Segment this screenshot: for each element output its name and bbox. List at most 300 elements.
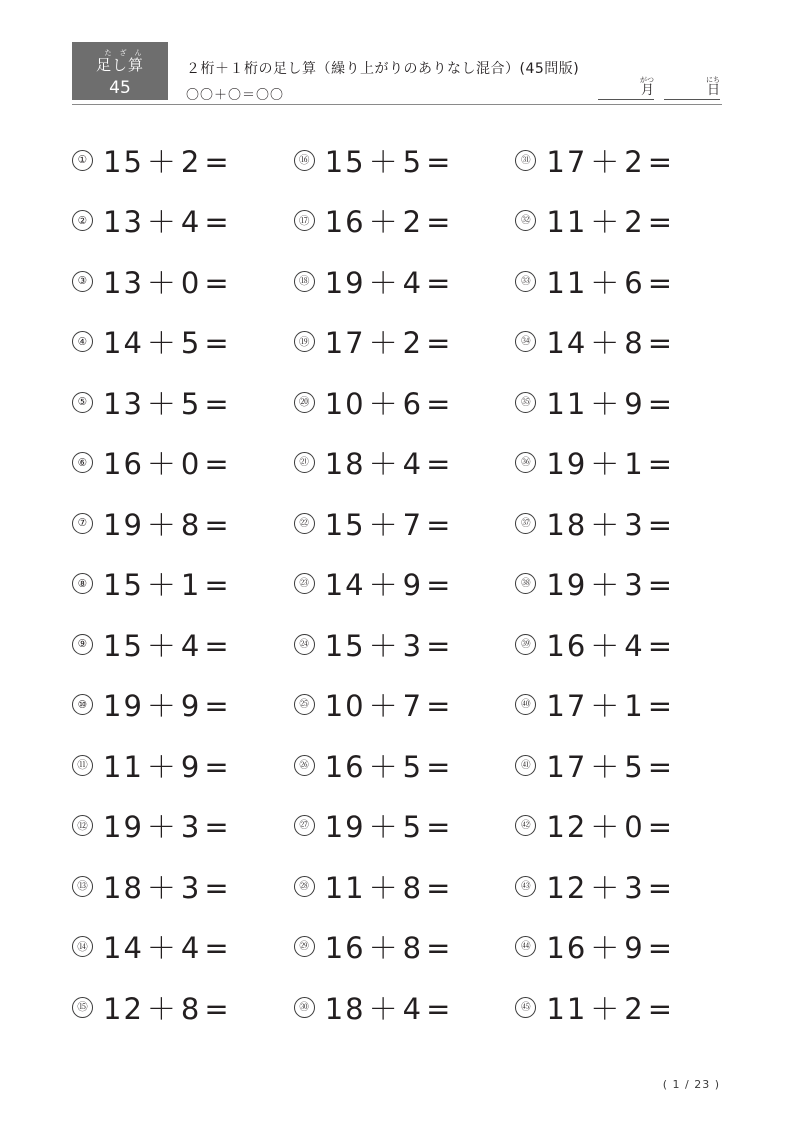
problem-item	[515, 312, 737, 373]
equals-icon: =	[647, 749, 675, 784]
operand-b: 3	[624, 568, 645, 603]
badge-number: 45	[109, 78, 131, 98]
plus-icon: ＋	[590, 749, 622, 784]
operand-a: 10	[324, 386, 366, 421]
plus-icon: ＋	[590, 386, 622, 421]
plus-icon: ＋	[368, 568, 400, 603]
equals-icon: =	[204, 205, 231, 240]
operand-b: 9	[180, 749, 202, 784]
answer-blank[interactable]	[234, 202, 294, 232]
problem-expression	[103, 805, 294, 846]
equals-icon: =	[647, 265, 675, 300]
operand-b: 3	[624, 870, 645, 905]
plus-icon: ＋	[146, 144, 178, 179]
problem-number: ⑰	[294, 210, 315, 231]
problem-number: ②	[72, 210, 93, 231]
day-label: 日	[706, 83, 720, 98]
operand-b: 4	[402, 447, 424, 482]
equals-icon: =	[204, 628, 231, 663]
month-label: 月	[640, 83, 654, 98]
problem-item	[515, 130, 737, 191]
problem-number: ㉖	[294, 755, 315, 776]
header-divider	[72, 104, 722, 105]
equals-icon: =	[647, 991, 675, 1026]
problem-number: ⑪	[72, 755, 93, 776]
problem-item	[515, 554, 737, 615]
problem-expression	[103, 382, 294, 423]
plus-icon: ＋	[368, 628, 400, 663]
problem-item	[72, 856, 294, 917]
problem-item	[294, 433, 516, 494]
problem-item	[72, 614, 294, 675]
problem-expression	[546, 321, 737, 362]
problem-expression	[546, 442, 737, 483]
problem-item	[294, 554, 516, 615]
problem-expression	[103, 926, 294, 967]
operand-a: 19	[103, 689, 144, 724]
problem-number: ⑱	[294, 271, 315, 292]
plus-icon: ＋	[590, 689, 622, 724]
equals-icon: =	[426, 810, 453, 845]
operand-a: 11	[546, 386, 588, 421]
equals-icon: =	[647, 689, 675, 724]
equals-icon: =	[204, 447, 231, 482]
problem-item	[294, 372, 516, 433]
equals-icon: =	[426, 931, 453, 966]
problem-expression	[325, 563, 516, 604]
problem-expression	[103, 745, 294, 786]
operand-a: 12	[546, 870, 588, 905]
answer-blank[interactable]	[455, 505, 515, 535]
problem-number: ⑫	[72, 815, 93, 836]
problem-expression	[325, 442, 516, 483]
answer-blank[interactable]	[455, 989, 515, 1019]
equals-icon: =	[647, 870, 675, 905]
answer-blank[interactable]	[677, 565, 737, 595]
plus-icon: ＋	[590, 144, 622, 179]
operand-a: 15	[103, 568, 144, 603]
operand-b: 5	[180, 386, 202, 421]
answer-blank[interactable]	[234, 323, 294, 353]
equals-icon: =	[204, 265, 231, 300]
answer-blank[interactable]	[234, 142, 294, 172]
problem-number: ⑤	[72, 392, 93, 413]
equals-icon: =	[426, 991, 453, 1026]
operand-a: 15	[324, 628, 366, 663]
operand-b: 9	[624, 386, 645, 421]
equals-icon: =	[204, 568, 231, 603]
operand-a: 14	[324, 568, 366, 603]
equals-icon: =	[204, 810, 231, 845]
equals-icon: =	[647, 628, 675, 663]
answer-blank[interactable]	[234, 868, 294, 898]
answer-blank[interactable]	[677, 505, 737, 535]
problem-item	[72, 493, 294, 554]
problem-number: ⑭	[72, 936, 93, 957]
operand-b: 7	[402, 507, 424, 542]
problem-item	[515, 917, 737, 978]
plus-icon: ＋	[368, 810, 400, 845]
problem-expression	[325, 261, 516, 302]
equals-icon: =	[426, 870, 453, 905]
answer-blank[interactable]	[455, 747, 515, 777]
answer-blank[interactable]	[234, 384, 294, 414]
equals-icon: =	[426, 689, 453, 724]
operand-b: 4	[624, 628, 645, 663]
plus-icon: ＋	[590, 628, 622, 663]
problem-item	[72, 917, 294, 978]
plus-icon: ＋	[368, 447, 400, 482]
operand-a: 19	[103, 810, 144, 845]
problem-expression	[546, 745, 737, 786]
operand-b: 1	[624, 689, 645, 724]
operand-a: 11	[546, 205, 588, 240]
plus-icon: ＋	[368, 689, 400, 724]
worksheet-header	[72, 42, 722, 104]
answer-blank[interactable]	[455, 686, 515, 716]
problem-number: ㉞	[515, 331, 536, 352]
answer-blank[interactable]	[234, 747, 294, 777]
answer-blank[interactable]	[677, 868, 737, 898]
answer-blank[interactable]	[234, 565, 294, 595]
plus-icon: ＋	[368, 144, 400, 179]
problem-number: ㉘	[294, 876, 315, 897]
answer-blank[interactable]	[455, 868, 515, 898]
problem-number: ㊳	[515, 573, 536, 594]
plus-icon: ＋	[368, 205, 400, 240]
operand-b: 5	[180, 326, 202, 361]
operand-b: 0	[180, 447, 202, 482]
problem-item	[294, 191, 516, 252]
operand-b: 4	[402, 991, 424, 1026]
problem-expression	[103, 261, 294, 302]
problem-expression	[325, 987, 516, 1028]
answer-blank[interactable]	[234, 444, 294, 474]
answer-blank[interactable]	[234, 686, 294, 716]
operand-b: 5	[624, 749, 645, 784]
operand-b: 8	[624, 326, 645, 361]
problem-expression	[325, 200, 516, 241]
answer-blank[interactable]	[677, 263, 737, 293]
operand-a: 17	[546, 144, 588, 179]
problem-item	[515, 493, 737, 554]
answer-blank[interactable]	[677, 747, 737, 777]
operand-a: 16	[546, 931, 588, 966]
operand-a: 14	[103, 326, 144, 361]
operand-b: 5	[402, 810, 424, 845]
badge-ruby: たざん	[104, 49, 150, 57]
equals-icon: =	[647, 568, 675, 603]
problem-expression	[546, 926, 737, 967]
problem-expression	[546, 382, 737, 423]
problem-number: ㉓	[294, 573, 315, 594]
answer-blank[interactable]	[234, 928, 294, 958]
plus-icon: ＋	[146, 326, 178, 361]
day-field[interactable]	[664, 76, 720, 100]
answer-blank[interactable]	[677, 323, 737, 353]
answer-blank[interactable]	[234, 505, 294, 535]
month-field[interactable]	[598, 76, 654, 100]
problem-item	[72, 191, 294, 252]
operand-a: 11	[103, 749, 144, 784]
problem-expression	[546, 805, 737, 846]
plus-icon: ＋	[368, 931, 400, 966]
problem-expression	[103, 684, 294, 725]
plus-icon: ＋	[368, 386, 400, 421]
equals-icon: =	[204, 386, 231, 421]
answer-blank[interactable]	[455, 263, 515, 293]
equals-icon: =	[204, 870, 231, 905]
plus-icon: ＋	[590, 265, 622, 300]
operand-b: 3	[180, 810, 202, 845]
problem-item	[515, 675, 737, 736]
operand-b: 2	[624, 144, 645, 179]
operand-a: 19	[324, 810, 366, 845]
equals-icon: =	[647, 386, 675, 421]
header-badge	[72, 42, 168, 100]
problem-item	[515, 251, 737, 312]
plus-icon: ＋	[146, 205, 178, 240]
problem-number: ㊵	[515, 694, 536, 715]
problem-number: ㉕	[294, 694, 315, 715]
problem-expression	[103, 563, 294, 604]
answer-blank[interactable]	[455, 384, 515, 414]
problem-expression	[325, 745, 516, 786]
answer-blank[interactable]	[677, 928, 737, 958]
operand-a: 17	[324, 326, 366, 361]
operand-b: 8	[180, 991, 202, 1026]
problem-item	[515, 735, 737, 796]
plus-icon: ＋	[146, 870, 178, 905]
operand-a: 11	[324, 870, 366, 905]
equals-icon: =	[204, 144, 231, 179]
answer-blank[interactable]	[234, 807, 294, 837]
plus-icon: ＋	[590, 810, 622, 845]
plus-icon: ＋	[590, 507, 622, 542]
problem-expression	[325, 926, 516, 967]
problem-item	[72, 735, 294, 796]
plus-icon: ＋	[146, 749, 178, 784]
operand-b: 8	[180, 507, 202, 542]
problem-expression	[546, 503, 737, 544]
problem-item	[515, 191, 737, 252]
operand-a: 12	[546, 810, 588, 845]
problem-number: ⑮	[72, 997, 93, 1018]
problem-item	[72, 977, 294, 1038]
equals-icon: =	[426, 507, 453, 542]
operand-b: 5	[402, 144, 424, 179]
problem-expression	[546, 261, 737, 302]
answer-blank[interactable]	[455, 444, 515, 474]
problem-expression	[103, 987, 294, 1028]
plus-icon: ＋	[146, 689, 178, 724]
operand-a: 19	[103, 507, 144, 542]
problem-expression	[325, 140, 516, 181]
problem-expression	[546, 987, 737, 1028]
badge-title: 足し算	[95, 56, 144, 74]
problem-number: ㉛	[515, 150, 536, 171]
answer-blank[interactable]	[234, 263, 294, 293]
problem-number: ㉑	[294, 452, 315, 473]
equals-icon: =	[426, 447, 453, 482]
problem-number: ⑥	[72, 452, 93, 473]
problem-item	[72, 796, 294, 857]
problem-item	[515, 856, 737, 917]
plus-icon: ＋	[146, 568, 178, 603]
problem-item	[294, 856, 516, 917]
problem-expression	[546, 684, 737, 725]
problem-number: ㊺	[515, 997, 536, 1018]
operand-a: 18	[546, 507, 588, 542]
operand-a: 18	[324, 991, 366, 1026]
problem-number: ㉜	[515, 210, 536, 231]
problem-number: ㉙	[294, 936, 315, 957]
answer-blank[interactable]	[455, 565, 515, 595]
operand-a: 13	[103, 205, 144, 240]
problem-expression	[546, 140, 737, 181]
answer-blank[interactable]	[455, 202, 515, 232]
plus-icon: ＋	[590, 205, 622, 240]
answer-blank[interactable]	[677, 142, 737, 172]
problem-number: ㉗	[294, 815, 315, 836]
answer-blank[interactable]	[677, 444, 737, 474]
plus-icon: ＋	[146, 810, 178, 845]
operand-b: 4	[180, 931, 202, 966]
problem-item	[72, 554, 294, 615]
problem-number: ㊷	[515, 815, 536, 836]
problem-item	[72, 251, 294, 312]
problem-item	[294, 917, 516, 978]
problem-item	[294, 130, 516, 191]
problem-number: ①	[72, 150, 93, 171]
problem-number: ㊴	[515, 634, 536, 655]
problem-number: ㊹	[515, 936, 536, 957]
page-number: ( 1 / 23 )	[662, 1078, 720, 1091]
equals-icon: =	[647, 326, 675, 361]
operand-a: 13	[103, 386, 144, 421]
operand-b: 4	[402, 265, 424, 300]
plus-icon: ＋	[590, 326, 622, 361]
problem-expression	[325, 503, 516, 544]
operand-b: 4	[180, 205, 202, 240]
worksheet-subtitle: 〇〇＋〇＝〇〇	[186, 88, 285, 103]
equals-icon: =	[426, 749, 453, 784]
equals-icon: =	[647, 447, 675, 482]
answer-blank[interactable]	[677, 202, 737, 232]
problem-item	[515, 977, 737, 1038]
problem-item	[294, 614, 516, 675]
answer-blank[interactable]	[234, 989, 294, 1019]
answer-blank[interactable]	[455, 323, 515, 353]
answer-blank[interactable]	[455, 807, 515, 837]
problem-number: ⑧	[72, 573, 93, 594]
operand-a: 17	[546, 689, 588, 724]
operand-b: 9	[624, 931, 645, 966]
answer-blank[interactable]	[234, 626, 294, 656]
problem-item	[515, 433, 737, 494]
problem-item	[72, 372, 294, 433]
plus-icon: ＋	[146, 991, 178, 1026]
problem-expression	[103, 200, 294, 241]
problem-number: ⑨	[72, 634, 93, 655]
operand-b: 0	[180, 265, 202, 300]
problem-expression	[546, 200, 737, 241]
operand-b: 3	[624, 507, 645, 542]
equals-icon: =	[647, 507, 675, 542]
equals-icon: =	[204, 507, 231, 542]
answer-blank[interactable]	[677, 807, 737, 837]
plus-icon: ＋	[368, 870, 400, 905]
operand-a: 12	[103, 991, 144, 1026]
operand-b: 8	[402, 931, 424, 966]
plus-icon: ＋	[590, 870, 622, 905]
problem-number: ㉟	[515, 392, 536, 413]
problem-expression	[325, 321, 516, 362]
operand-b: 2	[402, 205, 424, 240]
problem-number: ④	[72, 331, 93, 352]
problem-number: ⑩	[72, 694, 93, 715]
plus-icon: ＋	[146, 507, 178, 542]
problem-expression	[325, 805, 516, 846]
operand-b: 8	[402, 870, 424, 905]
operand-b: 9	[180, 689, 202, 724]
plus-icon: ＋	[146, 386, 178, 421]
problem-item	[294, 312, 516, 373]
plus-icon: ＋	[590, 568, 622, 603]
plus-icon: ＋	[590, 931, 622, 966]
problem-expression	[546, 624, 737, 665]
answer-blank[interactable]	[677, 384, 737, 414]
equals-icon: =	[647, 144, 675, 179]
plus-icon: ＋	[368, 507, 400, 542]
problem-expression	[103, 503, 294, 544]
operand-b: 1	[180, 568, 202, 603]
equals-icon: =	[204, 749, 231, 784]
answer-blank[interactable]	[455, 928, 515, 958]
worksheet-title: ２桁＋１桁の足し算（繰り上がりのありなし混合）(45問版)	[186, 61, 580, 77]
problem-number: ㊲	[515, 513, 536, 534]
problem-expression	[325, 624, 516, 665]
operand-b: 2	[180, 144, 202, 179]
plus-icon: ＋	[590, 447, 622, 482]
operand-a: 14	[546, 326, 588, 361]
answer-blank[interactable]	[455, 142, 515, 172]
operand-a: 15	[324, 144, 366, 179]
problem-item	[72, 312, 294, 373]
problem-number: ⑲	[294, 331, 315, 352]
problem-expression	[103, 624, 294, 665]
answer-blank[interactable]	[677, 989, 737, 1019]
header-title-block	[186, 42, 626, 103]
answer-blank[interactable]	[677, 686, 737, 716]
answer-blank[interactable]	[677, 626, 737, 656]
problem-item	[294, 977, 516, 1038]
operand-a: 17	[546, 749, 588, 784]
problem-item	[294, 796, 516, 857]
answer-blank[interactable]	[455, 626, 515, 656]
plus-icon: ＋	[590, 991, 622, 1026]
problem-item	[72, 675, 294, 736]
operand-a: 11	[546, 991, 588, 1026]
operand-a: 10	[324, 689, 366, 724]
problem-item	[72, 130, 294, 191]
problem-expression	[103, 140, 294, 181]
operand-b: 7	[402, 689, 424, 724]
problem-item	[72, 433, 294, 494]
operand-b: 1	[624, 447, 645, 482]
operand-a: 16	[324, 205, 366, 240]
problem-grid	[72, 130, 722, 1038]
